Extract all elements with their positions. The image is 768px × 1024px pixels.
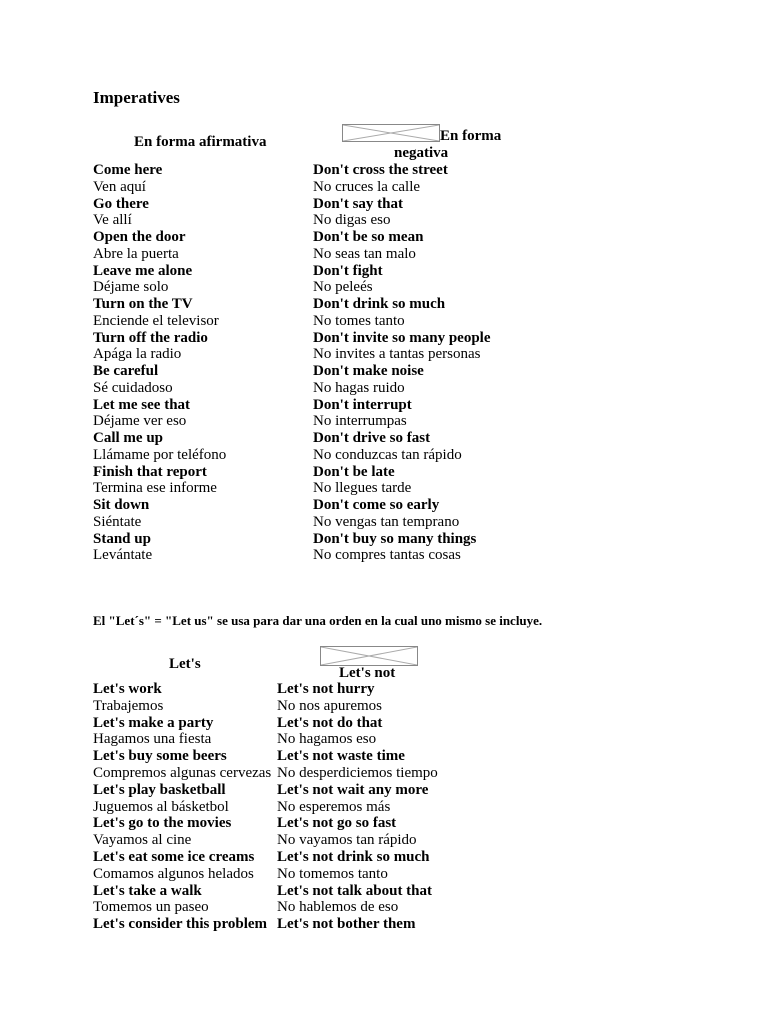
english-phrase: Let's consider this problem bbox=[93, 916, 268, 933]
english-phrase: Finish that report bbox=[93, 463, 207, 480]
affirmative-header: En forma afirmativa bbox=[134, 134, 267, 150]
english-phrase: Let's buy some beers bbox=[93, 748, 227, 765]
lets-not-header: Let's not bbox=[339, 665, 396, 681]
english-phrase: Sit down bbox=[93, 497, 150, 513]
english-phrase: Let's play basketball bbox=[93, 781, 226, 798]
spanish-translation: Levántate bbox=[93, 547, 153, 564]
spanish-translation: Déjame ver eso bbox=[93, 413, 187, 430]
english-phrase: Go there bbox=[93, 195, 149, 212]
spanish-translation-negative: No hagamos eso bbox=[277, 731, 377, 748]
spanish-translation: Termina ese informe bbox=[93, 480, 217, 497]
english-phrase: Turn on the TV bbox=[93, 296, 193, 312]
english-phrase: Let me see that bbox=[93, 396, 191, 413]
english-phrase-negative: Let's not hurry bbox=[277, 681, 375, 697]
spanish-translation: Abre la puerta bbox=[93, 245, 179, 262]
spanish-translation-negative: No hablemos de eso bbox=[277, 899, 399, 916]
spanish-translation-negative: No vayamos tan rápido bbox=[277, 832, 417, 849]
english-phrase: Stand up bbox=[93, 530, 151, 547]
negative-header-line2: negativa bbox=[394, 145, 449, 161]
lets-note: El "Let´s" = "Let us" se usa para dar una orden en la cual uno mismo se incluye. bbox=[93, 613, 543, 628]
english-phrase: Open the door bbox=[93, 229, 186, 245]
spanish-translation-negative: No desperdiciemos tiempo bbox=[277, 765, 438, 781]
image-placeholder-2 bbox=[320, 646, 418, 666]
spanish-translation: Comamos algunos helados bbox=[93, 865, 254, 882]
spanish-translation-negative: No nos apuremos bbox=[277, 697, 382, 714]
english-phrase: Let's work bbox=[93, 681, 162, 697]
spanish-translation-negative: No peleés bbox=[313, 279, 373, 296]
english-phrase-negative: Don't drink so much bbox=[313, 296, 446, 312]
spanish-translation: Ven aquí bbox=[93, 178, 146, 195]
english-phrase-negative: Let's not waste time bbox=[277, 748, 405, 765]
english-phrase-negative: Don't interrupt bbox=[313, 396, 412, 413]
spanish-translation-negative: No compres tantas cosas bbox=[313, 547, 461, 564]
image-placeholder bbox=[342, 124, 440, 142]
english-phrase-negative: Let's not talk about that bbox=[277, 882, 433, 899]
english-phrase-negative: Let's not drink so much bbox=[277, 849, 430, 865]
english-phrase-negative: Don't make noise bbox=[313, 363, 424, 379]
english-phrase: Be careful bbox=[93, 363, 159, 379]
spanish-translation: Enciende el televisor bbox=[93, 312, 219, 329]
spanish-translation-negative: No cruces la calle bbox=[313, 178, 421, 195]
spanish-translation-negative: No tomemos tanto bbox=[277, 865, 388, 882]
spanish-translation: Apága la radio bbox=[93, 346, 182, 363]
english-phrase-negative: Let's not go so fast bbox=[277, 815, 397, 832]
spanish-translation: Llámame por teléfono bbox=[93, 446, 227, 463]
negative-header-line1: En forma bbox=[440, 128, 502, 144]
english-phrase-negative: Don't cross the street bbox=[313, 162, 448, 178]
spanish-translation: Trabajemos bbox=[93, 697, 164, 714]
spanish-translation-negative: No seas tan malo bbox=[313, 245, 416, 262]
spanish-translation: Juguemos al básketbol bbox=[93, 798, 229, 815]
english-phrase-negative: Don't invite so many people bbox=[313, 329, 491, 346]
english-phrase-negative: Don't drive so fast bbox=[313, 430, 431, 446]
english-phrase: Call me up bbox=[93, 430, 164, 446]
spanish-translation-negative: No esperemos más bbox=[277, 798, 391, 815]
english-phrase: Come here bbox=[93, 162, 163, 178]
spanish-translation-negative: No tomes tanto bbox=[313, 312, 405, 329]
spanish-translation-negative: No invites a tantas personas bbox=[313, 346, 481, 363]
spanish-translation-negative: No interrumpas bbox=[313, 413, 407, 430]
spanish-translation-negative: No vengas tan temprano bbox=[313, 513, 460, 530]
english-phrase: Let's go to the movies bbox=[93, 815, 232, 832]
spanish-translation: Ve allí bbox=[93, 212, 132, 229]
spanish-translation-negative: No llegues tarde bbox=[313, 480, 412, 497]
english-phrase-negative: Don't be so mean bbox=[313, 229, 424, 245]
english-phrase: Let's eat some ice creams bbox=[93, 849, 255, 865]
spanish-translation: Tomemos un paseo bbox=[93, 899, 209, 916]
english-phrase: Let's take a walk bbox=[93, 882, 202, 899]
lets-header: Let's bbox=[169, 656, 201, 672]
spanish-translation: Hagamos una fiesta bbox=[93, 731, 212, 748]
broken-image-icon bbox=[321, 647, 417, 665]
spanish-translation: Siéntate bbox=[93, 513, 142, 530]
spanish-translation: Sé cuidadoso bbox=[93, 379, 173, 396]
english-phrase-negative: Let's not bother them bbox=[277, 916, 416, 933]
english-phrase-negative: Don't come so early bbox=[313, 497, 440, 513]
english-phrase: Let's make a party bbox=[93, 714, 214, 731]
english-phrase-negative: Don't say that bbox=[313, 195, 404, 212]
spanish-translation-negative: No hagas ruido bbox=[313, 379, 405, 396]
spanish-translation-negative: No digas eso bbox=[313, 212, 391, 229]
spanish-translation: Vayamos al cine bbox=[93, 832, 192, 849]
spanish-translation-negative: No conduzcas tan rápido bbox=[313, 446, 462, 463]
spanish-translation: Déjame solo bbox=[93, 279, 169, 296]
page-title: Imperatives bbox=[93, 88, 180, 107]
broken-image-icon bbox=[343, 125, 439, 141]
english-phrase: Leave me alone bbox=[93, 262, 193, 279]
english-phrase: Turn off the radio bbox=[93, 329, 208, 346]
english-phrase-negative: Let's not do that bbox=[277, 714, 383, 731]
english-phrase-negative: Don't buy so many things bbox=[313, 530, 477, 547]
spanish-translation: Compremos algunas cervezas bbox=[93, 765, 272, 781]
english-phrase-negative: Let's not wait any more bbox=[277, 781, 429, 798]
english-phrase-negative: Don't fight bbox=[313, 262, 383, 279]
english-phrase-negative: Don't be late bbox=[313, 463, 395, 480]
